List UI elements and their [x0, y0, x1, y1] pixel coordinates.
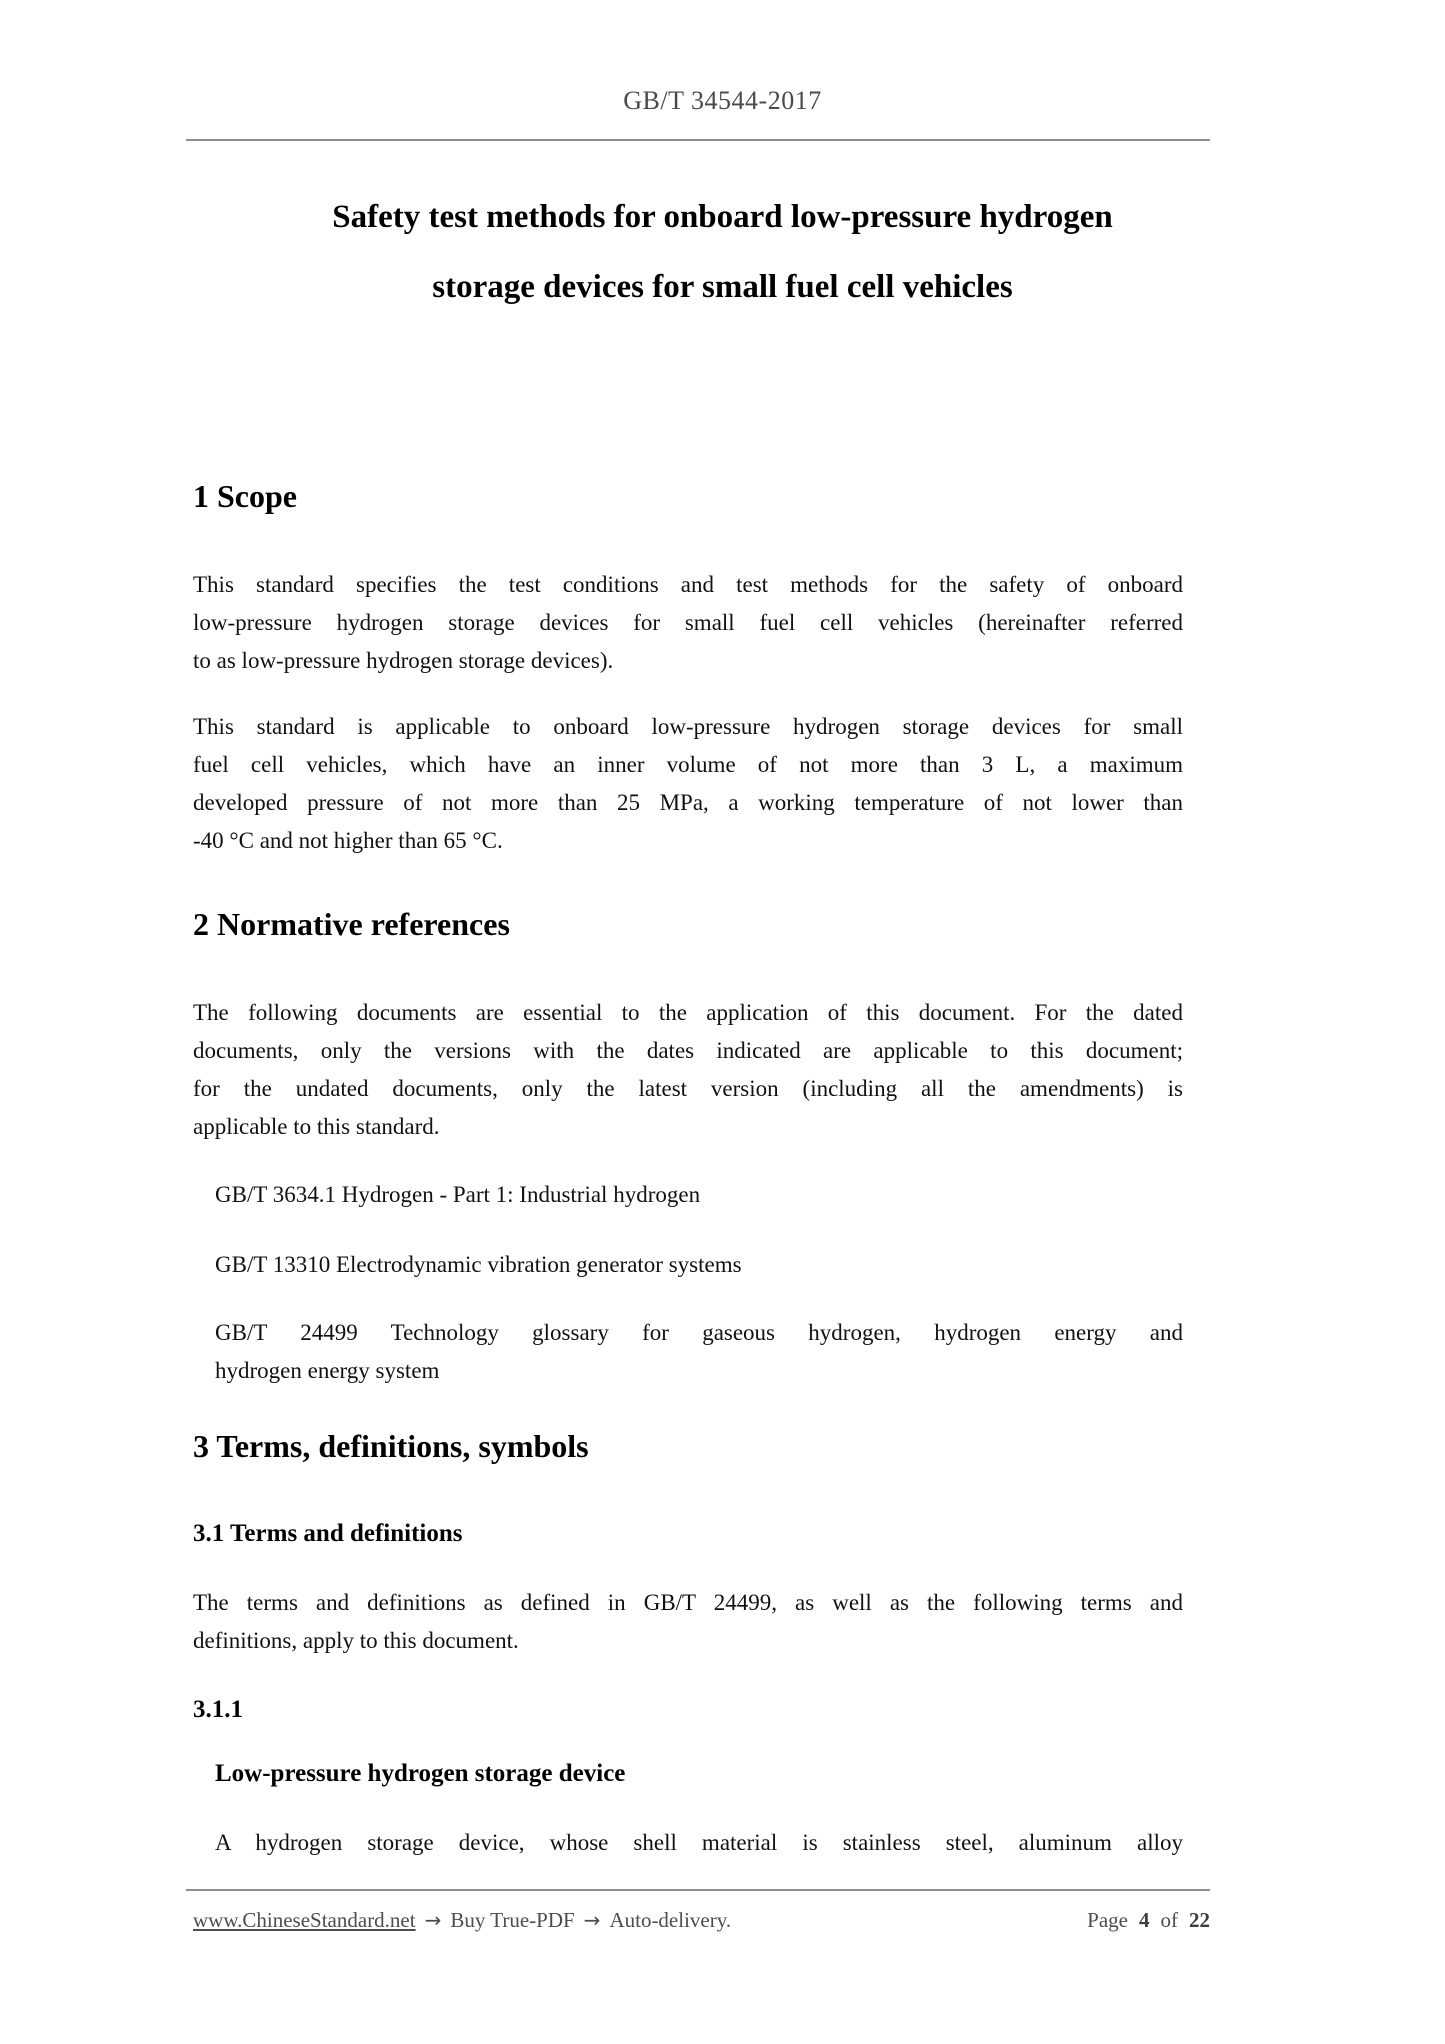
footer-links [193, 1908, 731, 1933]
text-line: applicable to this standard. [193, 1114, 440, 1139]
header-divider [186, 139, 1210, 141]
text-line: The following documents are essential to the application of this document. For the dated [193, 1000, 1183, 1025]
text-line: GB/T 13310 Electrodynamic vibration generator systems [215, 1252, 742, 1277]
page-indicator [1087, 1908, 1210, 1933]
text-line: developed pressure of not more than 25 MPa, a working temperature of not lower than [193, 790, 1183, 815]
text-line: A hydrogen storage device, whose shell material is stainless steel, aluminum alloy [215, 1830, 1183, 1855]
page-current-number: 4 [1139, 1908, 1150, 1932]
text-line: for the undated documents, only the latest version (including all the amendments) is [193, 1076, 1183, 1101]
text-line: fuel cell vehicles, which have an inner volume of not more than 3 L, a maximum [193, 752, 1183, 777]
terms-paragraph [193, 1584, 1183, 1660]
text-line: GB/T 3634.1 Hydrogen - Part 1: Industrial hydrogen [215, 1182, 701, 1207]
title-line-1: Safety test methods for onboard low-pressure hydrogen [332, 199, 1113, 235]
text-line: low-pressure hydrogen storage devices for small fuel cell vehicles (hereinafter referred [193, 610, 1183, 635]
term-title: Low-pressure hydrogen storage device [215, 1760, 626, 1787]
scope-paragraph-2 [193, 708, 1183, 860]
scope-heading: 1 Scope [193, 478, 297, 514]
arrow-right-icon: → [424, 1908, 442, 1932]
text-line: documents, only the versions with the dates indicated are applicable to this document; [193, 1038, 1183, 1063]
text-line: to as low-pressure hydrogen storage devices). [193, 648, 614, 673]
standard-code: GB/T 34544-2017 [623, 86, 822, 115]
terms-subheading: 3.1 Terms and definitions [193, 1520, 463, 1547]
page-label: Page [1087, 1908, 1128, 1932]
page-footer [193, 1908, 1210, 1933]
text-line: definitions, apply to this document. [193, 1628, 519, 1653]
text-line: This standard is applicable to onboard low-pressure hydrogen storage devices for small [193, 714, 1183, 739]
text-line: GB/T 24499 Technology glossary for gaseous hydrogen, hydrogen energy and [215, 1320, 1183, 1345]
scope-paragraph-1 [193, 566, 1183, 680]
term-item-number: 3.1.1 [193, 1696, 243, 1723]
arrow-right-icon: → [583, 1908, 601, 1932]
term-definition-paragraph [193, 1824, 1183, 1862]
normative-paragraph [193, 994, 1183, 1146]
footer-divider [186, 1889, 1210, 1891]
normative-references-heading: 2 Normative references [193, 906, 510, 942]
text-line: -40 °C and not higher than 65 °C. [193, 828, 503, 853]
footer-buy-text: Buy True-PDF [450, 1908, 575, 1932]
of-label: of [1160, 1908, 1178, 1932]
text-line: This standard specifies the test conditions and test methods for the safety of onboard [193, 572, 1183, 597]
title-line-2: storage devices for small fuel cell vehicles [432, 269, 1013, 305]
text-line: The terms and definitions as defined in GB/T 24499, as well as the following terms and [193, 1590, 1183, 1615]
reference-item-1 [193, 1176, 1183, 1214]
page-total-number: 22 [1189, 1908, 1210, 1932]
terms-heading: 3 Terms, definitions, symbols [193, 1428, 589, 1464]
reference-item-2 [193, 1246, 1183, 1284]
document-title [0, 182, 1445, 322]
reference-item-3 [193, 1314, 1183, 1390]
footer-delivery-text: Auto-delivery. [609, 1908, 732, 1932]
text-line: hydrogen energy system [215, 1358, 440, 1383]
website-link[interactable]: www.ChineseStandard.net [193, 1908, 416, 1932]
